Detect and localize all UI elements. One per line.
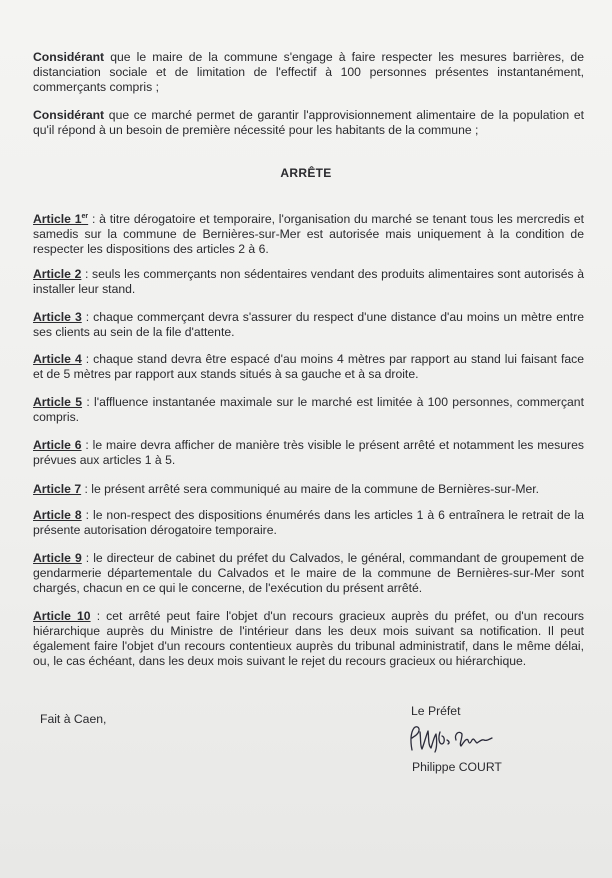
article-label: Article 7 xyxy=(33,482,82,496)
article-text: : le non-respect des dispositions énumérés dans les articles 1 à 6 entraînera le retrait de la présente autorisation dérogatoire temporaire. xyxy=(33,508,584,537)
article-10 xyxy=(33,609,584,669)
article-9 xyxy=(33,551,584,596)
article-8 xyxy=(33,508,584,538)
signatory-title: Le Préfet xyxy=(411,704,461,718)
article-5 xyxy=(33,395,584,425)
article-text: : le directeur de cabinet du préfet du Calvados, le général, commandant de groupement de gendarmerie départementale du Calvados et le maire de la commune de Bernières-sur-Mer sont chargés, chacun en ce qui le concerne, de l'exécution du présent arrêté. xyxy=(33,551,584,595)
considerant-1 xyxy=(33,50,584,95)
handwritten-signature xyxy=(404,722,504,756)
article-text: : l'affluence instantanée maximale sur le marché est limitée à 100 personnes, commerçant compris. xyxy=(33,395,584,424)
signatory-name: Philippe COURT xyxy=(412,760,502,774)
considerant-text: que ce marché permet de garantir l'approvisionnement alimentaire de la population et qu'il répond à un besoin de première nécessité pour les habitants de la commune ; xyxy=(33,108,584,137)
article-6 xyxy=(33,438,584,468)
considerant-lead: Considérant xyxy=(33,108,105,122)
article-1 xyxy=(33,209,584,257)
article-label: Article 5 xyxy=(33,395,83,409)
article-4 xyxy=(33,352,584,382)
considerant-2 xyxy=(33,108,584,138)
considerant-lead: Considérant xyxy=(33,50,105,64)
article-label: Article 6 xyxy=(33,438,82,452)
article-text: : cet arrêté peut faire l'objet d'un recours gracieux auprès du préfet, ou d'un recours hiérarchique auprès du Ministre de l'intérieur dans les deux mois suivant sa notification. Il peut également faire l'objet d'un recours contentieux auprès du tribunal administratif, dans le même délai, ou, le cas échéant, dans les deux mois suivant le rejet du recours gracieux ou hiérarchique. xyxy=(33,609,585,668)
article-label: Article 10 xyxy=(33,609,91,623)
article-7 xyxy=(33,482,584,497)
article-text: : seuls les commerçants non sédentaires vendant des produits alimentaires sont autorisés à installer leur stand. xyxy=(33,267,584,296)
article-text: : le maire devra afficher de manière très visible le présent arrêté et notamment les mesures prévues aux articles 1 à 5. xyxy=(33,438,584,467)
article-text: : chaque commerçant devra s'assurer du respect d'une distance d'au moins un mètre entre ses clients au sein de la file d'attente. xyxy=(33,310,584,339)
decree-heading: ARRÊTE xyxy=(280,166,332,180)
article-text: : à titre dérogatoire et temporaire, l'organisation du marché se tenant tous les mercredis et samedis sur la commune de Bernières-sur-Mer est autorisée mais uniquement à la condition de respecter les dispositions des articles 2 à 6. xyxy=(33,212,584,257)
article-text: : chaque stand devra être espacé d'au moins 4 mètres par rapport au stand lui faisant face et de 5 mètres par rapport aux stands situés à sa gauche et à sa droite. xyxy=(33,352,584,381)
article-label: Article 2 xyxy=(33,267,82,281)
considerant-text: que le maire de la commune s'engage à faire respecter les mesures barrières, de distanciation sociale et de limitation de l'effectif à 100 personnes présentes instantanément, commerçants compris ; xyxy=(33,50,584,94)
article-label: Article 8 xyxy=(33,508,82,522)
article-2 xyxy=(33,267,584,297)
article-label: Article 4 xyxy=(33,352,82,366)
article-label: Article 9 xyxy=(33,551,82,565)
article-label: Article 1er xyxy=(33,212,89,227)
article-label: Article 3 xyxy=(33,310,82,324)
article-3 xyxy=(33,310,584,340)
place-of-signature: Fait à Caen, xyxy=(40,712,107,726)
article-text: : le présent arrêté sera communiqué au maire de la commune de Bernières-sur-Mer. xyxy=(81,482,540,496)
